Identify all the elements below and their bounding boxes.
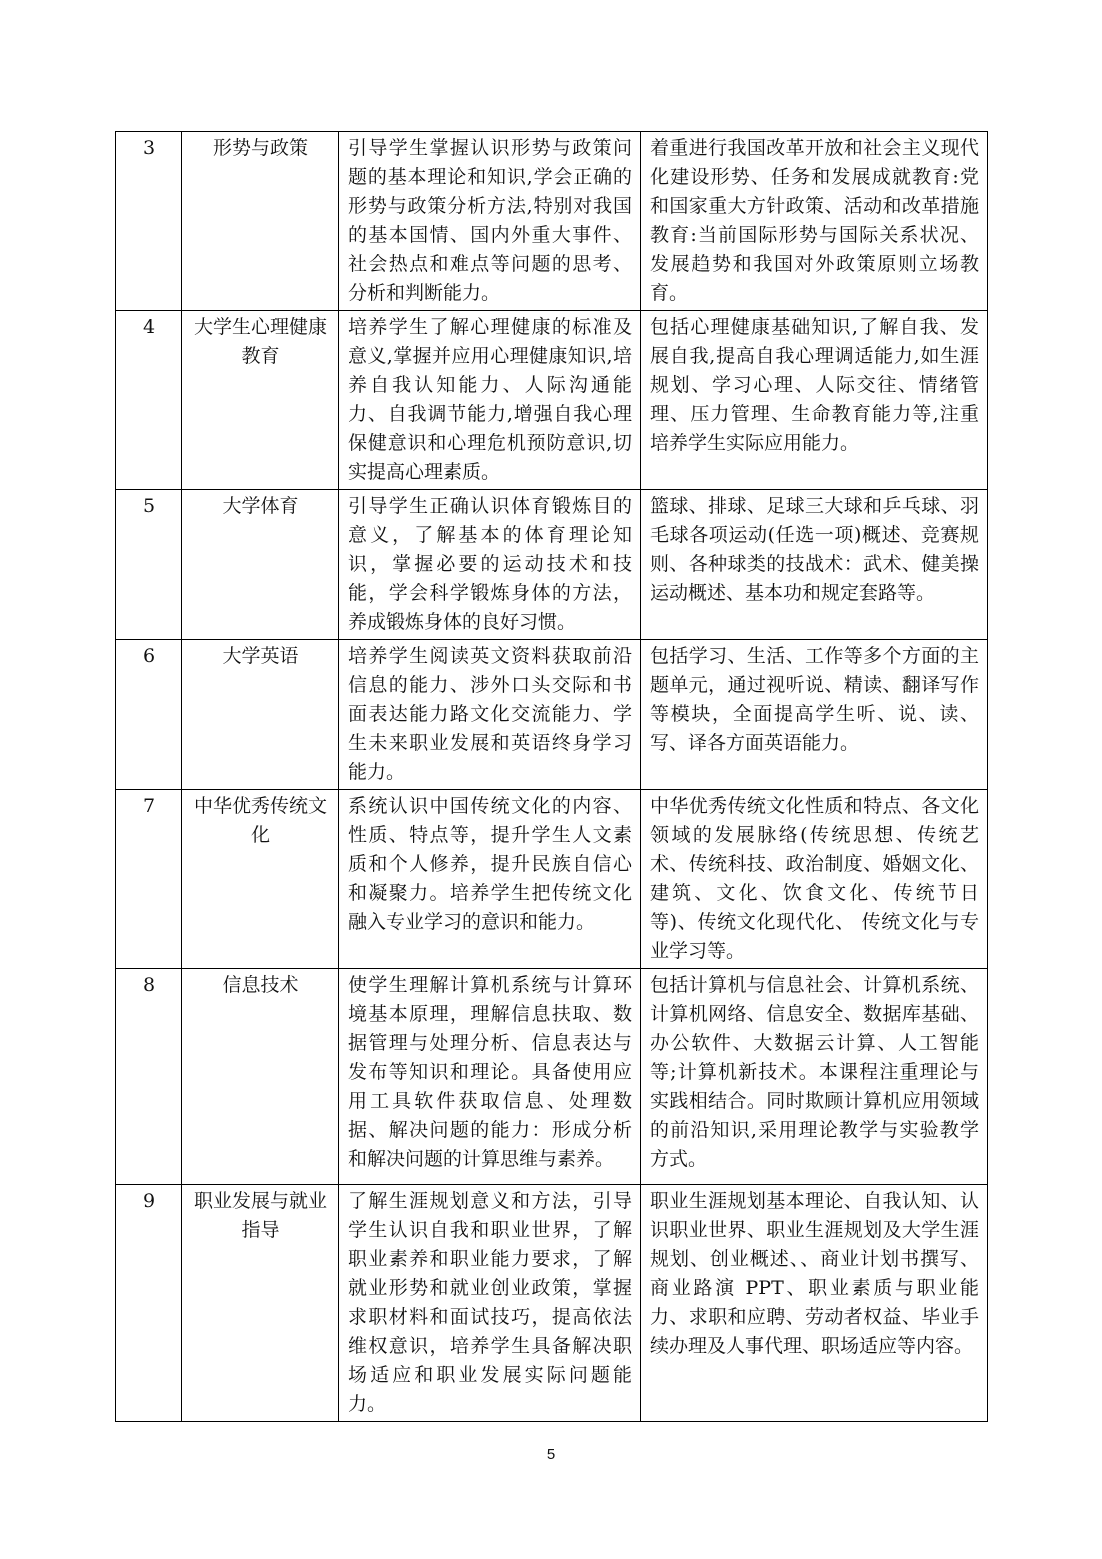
course-objective: 引导学生正确认识体育锻炼目的意义，了解基本的体育理论知识，掌握必要的运动技术和技能，学会科学锻炼身体的方法，养成锻炼身体的良好习惯。 xyxy=(339,490,641,640)
course-number: 5 xyxy=(116,490,182,640)
table-row xyxy=(116,1185,988,1422)
course-objective: 系统认识中国传统文化的内容、性质、特点等，提升学生人文素质和个人修养，提升民族自信心和凝聚力。培养学生把传统文化融入专业学习的意识和能力。 xyxy=(339,790,641,969)
course-number: 3 xyxy=(116,132,182,311)
table-row xyxy=(116,311,988,490)
course-objective: 培养学生阅读英文资料获取前沿信息的能力、涉外口头交际和书面表达能力路文化交流能力、学生未来职业发展和英语终身学习能力。 xyxy=(339,640,641,790)
course-content: 包括计算机与信息社会、计算机系统、计算机网络、信息安全、数据库基础、办公软件、大数据云计算、人工智能等;计算机新技术。本课程注重理论与实践相结合。同时欺顾计算机应用领域的前沿知识,采用理论教学与实验教学方式。 xyxy=(641,969,988,1185)
course-number: 6 xyxy=(116,640,182,790)
course-content: 包括心理健康基础知识,了解自我、发展自我,提高自我心理调适能力,如生涯规划、学习心理、人际交往、情绪管理、压力管理、生命教育能力等,注重培养学生实际应用能力。 xyxy=(641,311,988,490)
course-content: 包括学习、生活、工作等多个方面的主题单元，通过视听说、精读、翻译写作等模块，全面提高学生听、说、读、写、译各方面英语能力。 xyxy=(641,640,988,790)
course-number: 8 xyxy=(116,969,182,1185)
course-objective: 了解生涯规划意义和方法，引导学生认识自我和职业世界，了解职业素养和职业能力要求，了解就业形势和就业创业政策，掌握求职材料和面试技巧，提高依法维权意识，培养学生具备解决职场适应和职业发展实际问题能力。 xyxy=(339,1185,641,1422)
course-name: 大学体育 xyxy=(182,490,339,640)
table-row xyxy=(116,790,988,969)
table-row xyxy=(116,969,988,1185)
course-number: 7 xyxy=(116,790,182,969)
course-name: 大学生心理健康教育 xyxy=(182,311,339,490)
course-objective: 引导学生掌握认识形势与政策问题的基本理论和知识,学会正确的形势与政策分析方法,特别对我国的基本国情、国内外重大事件、社会热点和难点等问题的思考、分析和判断能力。 xyxy=(339,132,641,311)
course-name: 形势与政策 xyxy=(182,132,339,311)
course-content: 篮球、排球、足球三大球和乒乓球、羽毛球各项运动(任选一项)概述、竞赛规则、各种球类的技战术：武术、健美操运动概述、基本功和规定套路等。 xyxy=(641,490,988,640)
course-objective: 培养学生了解心理健康的标准及意义,掌握并应用心理健康知识,培养自我认知能力、人际沟通能力、自我调节能力,增强自我心理保健意识和心理危机预防意识,切实提高心理素质。 xyxy=(339,311,641,490)
course-content: 职业生涯规划基本理论、自我认知、认识职业世界、职业生涯规划及大学生涯规划、创业概述、、商业计划书撰写、商业路演 PPT、职业素质与职业能力、求职和应聘、劳动者权益、毕业手续办理及人事代理、职场适应等内容。 xyxy=(641,1185,988,1422)
course-name: 大学英语 xyxy=(182,640,339,790)
course-content: 中华优秀传统文化性质和特点、各文化领域的发展脉络(传统思想、传统艺术、传统科技、政治制度、婚姻文化、建筑、文化、饮食文化、传统节日等)、传统文化现代化、 传统文化与专业学习等。 xyxy=(641,790,988,969)
course-number: 4 xyxy=(116,311,182,490)
table-row xyxy=(116,640,988,790)
table-row xyxy=(116,490,988,640)
course-name: 职业发展与就业指导 xyxy=(182,1185,339,1422)
page-number: 5 xyxy=(546,1446,556,1463)
course-content: 着重进行我国改革开放和社会主义现代化建设形势、任务和发展成就教育:党和国家重大方针政策、活动和改革措施教育:当前国际形势与国际关系状况、发展趋势和我国对外政策原则立场教育。 xyxy=(641,132,988,311)
course-number: 9 xyxy=(116,1185,182,1422)
course-name: 信息技术 xyxy=(182,969,339,1185)
course-table xyxy=(115,131,988,1422)
course-objective: 使学生理解计算机系统与计算环境基本原理，理解信息扶取、数据管理与处理分析、信息表达与发布等知识和理论。具备使用应用工具软件获取信息、处理数据、解决问题的能力：形成分析和解决问题的计算思维与素养。 xyxy=(339,969,641,1185)
table-row xyxy=(116,132,988,311)
course-name: 中华优秀传统文化 xyxy=(182,790,339,969)
